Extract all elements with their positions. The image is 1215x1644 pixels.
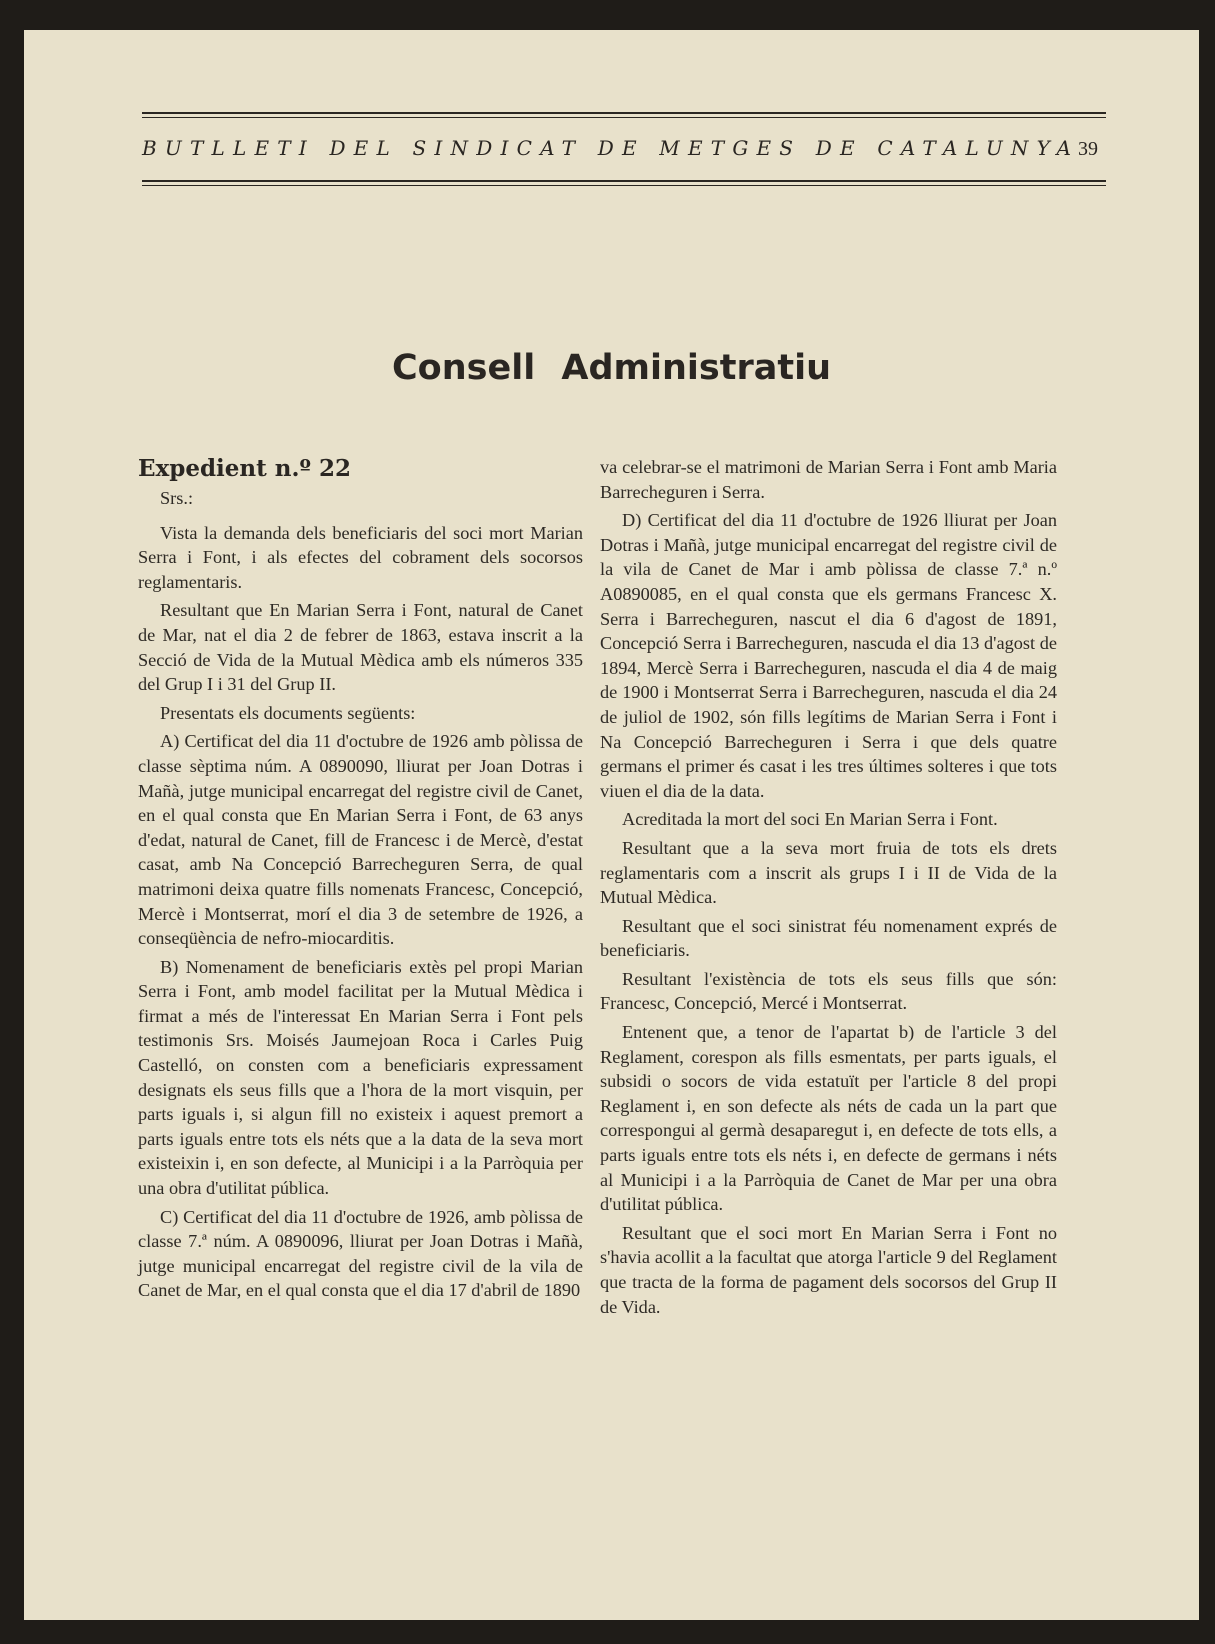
paragraph: B) Nomenament de beneficiaris extès pel propi Marian Serra i Font, amb model facilitat per la Mutual Mèdica i firmat a més de l'interessat En Marian Serra i Font pels testimonis Srs. Moisés Jaumejoan Roca i Carles Puig Castelló, on consten com a beneficiaris expressament designats els seus fills que a l'hora de la mort visquin, per parts iguals i, si algun fill no existeix i aquest premort a parts iguals entre tots els néts que a la data de la seva mort existeixin i, en son defecte, al Municipi i a la Parròquia per una obra d'utilitat pública.	[138, 956, 583, 1199]
paragraph: Resultant que el soci sinistrat féu nomenament exprés de beneficiaris.	[600, 915, 1057, 961]
header-rule-bottom-inner	[142, 185, 1106, 186]
left-column	[138, 448, 583, 1307]
header-rule-top-inner	[142, 117, 1106, 118]
paragraph: Entenent que, a tenor de l'apartat b) de l'article 3 del Reglament, corespon als fills esmentats, per parts iguals, el subsidi o socors de vida estatuït per l'article 8 del propi Reglament i, en son defecte als néts de cada un la part que correspongui al germà desaparegut i, en defecte de tots ells, a parts iguals entre tots els néts i, en defecte de germans i néts al Municipi i a la Parròquia de Canet de Mar per una obra d'utilitat pública.	[600, 1022, 1057, 1215]
page-title: Consell Administratiu	[391, 348, 831, 388]
paragraph: Vista la demanda dels beneficiaris del soci mort Marian Serra i Font, i als efectes del cobrament dels socorsos reglamentaris.	[138, 522, 583, 592]
salutation: Srs.:	[160, 488, 194, 508]
running-title: BUTLLETI DEL SINDICAT DE METGES DE CATALUNYA	[142, 136, 1080, 160]
paragraph: D) Certificat del dia 11 d'octubre de 1926 lliurat per Joan Dotras i Mañà, jutge municipal encarregat del registre civil de la vila de Canet de Mar i amb pòlissa de classe 7.ª n.º A0890085, en el qual consta que els germans Francesc X. Serra i Barrecheguren, nascut el dia 6 d'agost de 1891, Concepció Serra i Barrecheguren, nascuda el dia 13 d'agost de 1894, Mercè Serra i Barrecheguren, nascuda el dia 4 de maig de 1900 i Montserrat Serra i Barrecheguren, nascuda el dia 24 de juliol de 1902, són fills legítims de Marian Serra i Font i Na Concepció Barrecheguren i Serra i que dels quatre germans el primer és casat i les tres últimes solteres i que tots viuen el dia de la data.	[600, 510, 1057, 801]
scanned-page	[24, 30, 1199, 1620]
header-rule-top	[142, 112, 1106, 114]
paragraph: A) Certificat del dia 11 d'octubre de 1926 amb pòlissa de classe sèptima núm. A 0890090, lliurat per Joan Dotras i Mañà, jutge municipal encarregat del registre civil de Canet, en el qual consta que En Marian Serra i Font, de 63 anys d'edat, natural de Canet, fill de Francesc i de Mercè, d'estat casat, amb Na Concepció Barrecheguren Serra, de qual matrimoni deixa quatre fills nomenats Francesc, Concepció, Mercè i Montserrat, morí el dia 3 de setembre de 1926, a conseqüència de nefro-miocarditis.	[138, 731, 583, 949]
paragraph: Presentats els documents següents:	[160, 702, 416, 723]
paragraph: Resultant que el soci mort En Marian Serra i Font no s'havia acollit a la facultat que atorga l'article 9 del Reglament que tracta de la forma de pagament dels socorsos del Grup II de Vida.	[600, 1222, 1057, 1317]
running-header	[142, 112, 1106, 192]
paragraph: Acreditada la mort del soci En Marian Serra i Font.	[622, 809, 998, 830]
paragraph: va celebrar-se el matrimoni de Marian Serra i Font amb Maria Barrecheguren i Serra.	[600, 457, 1057, 502]
paragraph: Resultant que En Marian Serra i Font, natural de Canet de Mar, nat el dia 2 de febrer de 1863, estava inscrit a la Secció de Vida de la Mutual Mèdica amb els números 335 del Grup I i 31 del Grup II.	[138, 600, 583, 695]
paragraph: Resultant que a la seva mort fruia de tots els drets reglamentaris com a inscrit als grups I i II de Vida de la Mutual Mèdica.	[600, 837, 1057, 908]
right-column	[600, 455, 1057, 1323]
paragraph: C) Certificat del dia 11 d'octubre de 1926, amb pòlissa de classe 7.ª núm. A 0890096, lliurat per Joan Dotras i Mañà, jutge municipal encarregat del registre civil de la vila de Canet de Mar, en el qual consta que el dia 17 d'abril de 1890	[138, 1206, 583, 1301]
expedient-heading: Expedient n.º 22	[138, 455, 352, 482]
header-rule-bottom	[142, 180, 1106, 182]
page-number: 39	[1078, 138, 1098, 160]
paragraph: Resultant l'existència de tots els seus fills que són: Francesc, Concepció, Mercé i Montserrat.	[600, 968, 1057, 1014]
